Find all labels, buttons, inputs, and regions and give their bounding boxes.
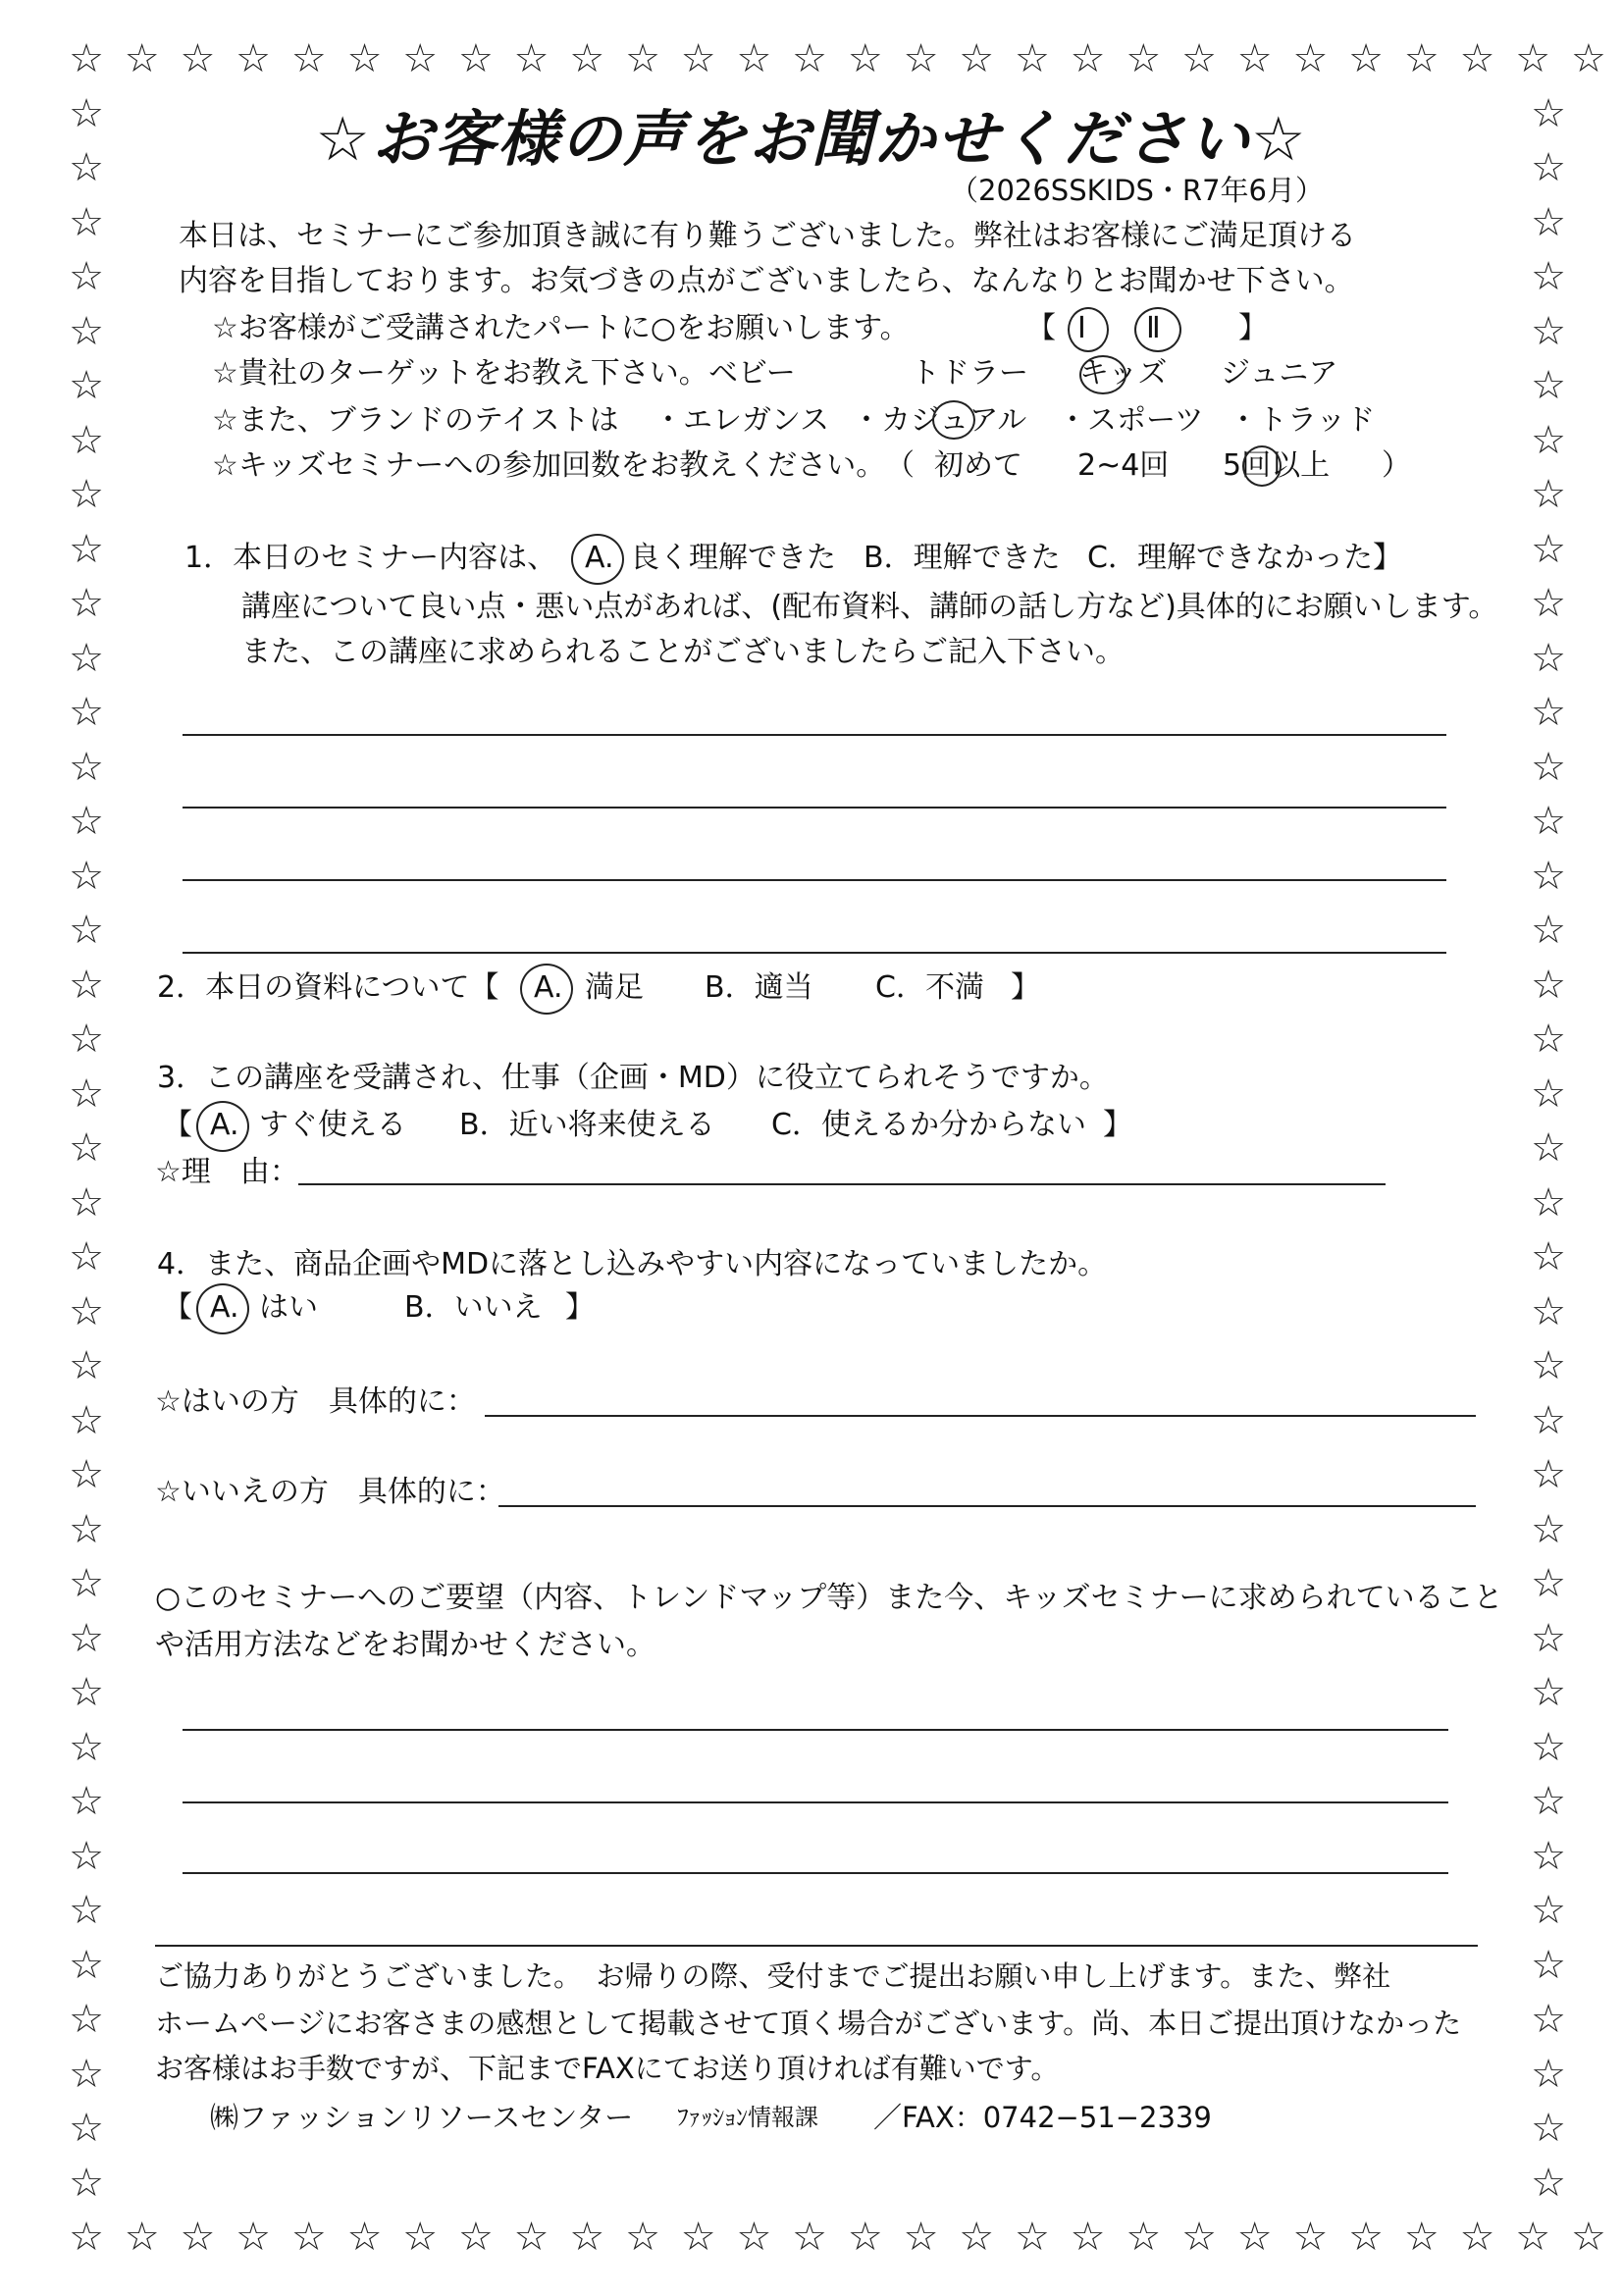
selection-circle-mark: [520, 964, 573, 1015]
star-outline-icon: ☆: [69, 1125, 104, 1171]
star-outline-icon: ☆: [1014, 36, 1050, 81]
q2-option-b[interactable]: B．適当: [705, 970, 813, 1005]
q1-option-a-text: 良く理解できた: [630, 541, 836, 575]
no-answer-line[interactable]: [498, 1505, 1476, 1507]
star-outline-icon: ☆: [290, 2215, 327, 2260]
star-outline-icon: ☆: [1070, 36, 1106, 81]
star-outline-icon: ☆: [1292, 2215, 1329, 2260]
star-outline-icon: ☆: [69, 744, 104, 790]
star-outline-icon: ☆: [959, 36, 995, 81]
q1-question: 1．本日のセミナー内容は、: [184, 541, 557, 575]
star-outline-icon: ☆: [69, 254, 104, 299]
star-outline-icon: ☆: [1236, 2215, 1273, 2260]
star-outline-icon: ☆: [1531, 1125, 1566, 1171]
q3-reason-label: ☆理 由：: [155, 1155, 299, 1189]
q1-option-b[interactable]: B．理解できた: [864, 541, 1061, 575]
star-outline-icon: ☆: [792, 2215, 828, 2260]
attendance-paren-open: （: [885, 448, 915, 483]
q4-no-label: ☆いいえの方 具体的に：: [155, 1475, 505, 1509]
star-outline-icon: ☆: [1292, 36, 1329, 81]
star-outline-icon: ☆: [69, 2051, 104, 2097]
taste-option-sports[interactable]: ・スポーツ: [1058, 403, 1204, 438]
star-outline-icon: ☆: [69, 1397, 104, 1443]
q1-sub-1: 講座について良い点・悪い点があれば、(配布資料、講師の話し方など)具体的にお願いします。: [241, 590, 1498, 624]
q4-option-a-text: はい: [259, 1290, 318, 1325]
star-outline-icon: ☆: [1531, 363, 1566, 408]
star-outline-icon: ☆: [1531, 1506, 1566, 1552]
star-outline-icon: ☆: [290, 36, 327, 81]
intro-line-1: 本日は、セミナーにご参加頂き誠に有り難うございました。弊社はお客様にご満足頂ける: [179, 219, 1356, 253]
star-outline-icon: ☆: [69, 145, 104, 190]
star-outline-icon: ☆: [69, 1942, 104, 1988]
star-outline-icon: ☆: [1531, 1452, 1566, 1497]
star-outline-icon: ☆: [1403, 2215, 1440, 2260]
star-outline-icon: ☆: [1531, 2160, 1566, 2206]
attendance-paren-close: ）: [1382, 448, 1411, 483]
q1-option-a[interactable]: A.: [585, 541, 614, 575]
selection-circle-mark: [1242, 445, 1282, 487]
star-outline-icon: ☆: [69, 581, 104, 626]
star-outline-icon: ☆: [69, 526, 104, 572]
star-outline-icon: ☆: [1531, 799, 1566, 844]
star-outline-icon: ☆: [236, 2215, 272, 2260]
star-outline-icon: ☆: [1531, 1017, 1566, 1062]
q2-option-a-text: 満足: [585, 970, 644, 1005]
q4-question: 4．また、商品企画やMDに落とし込みやすい内容になっていましたか。: [157, 1247, 1108, 1281]
star-outline-icon: ☆: [903, 2215, 939, 2260]
star-outline-icon: ☆: [69, 1997, 104, 2042]
star-outline-icon: ☆: [69, 799, 104, 844]
star-outline-icon: ☆: [1531, 962, 1566, 1008]
footer-line-2: ホームページにお客さまの感想として掲載させて頂く場合がございます。尚、本日ご提出頂けなかった: [155, 2007, 1462, 2040]
star-outline-icon: ☆: [1515, 2215, 1551, 2260]
star-outline-icon: ☆: [402, 36, 439, 81]
star-outline-icon: ☆: [69, 2160, 104, 2206]
star-outline-icon: ☆: [69, 1615, 104, 1661]
selection-circle-mark: [1134, 307, 1181, 352]
star-outline-icon: ☆: [1126, 2215, 1162, 2260]
star-outline-icon: ☆: [1531, 581, 1566, 626]
selection-circle-mark: [196, 1101, 249, 1152]
star-outline-icon: ☆: [69, 1833, 104, 1879]
star-outline-icon: ☆: [680, 2215, 716, 2260]
answer-line[interactable]: [183, 807, 1446, 809]
answer-line[interactable]: [183, 1801, 1448, 1803]
star-outline-icon: ☆: [346, 2215, 383, 2260]
q2-bracket-close: 】: [1011, 970, 1040, 1005]
star-outline-icon: ☆: [69, 1070, 104, 1117]
star-outline-icon: ☆: [1181, 36, 1217, 81]
q3-option-a[interactable]: A.: [210, 1108, 239, 1142]
company-name: ㈱ファッションリソースセンター: [210, 2101, 634, 2134]
department-name: ﾌｧｯｼｮﾝ情報課: [677, 2104, 818, 2131]
target-option-toddler[interactable]: トドラー: [911, 356, 1028, 391]
star-outline-icon: ☆: [1531, 1997, 1566, 2042]
answer-line[interactable]: [183, 952, 1446, 954]
q3-option-b[interactable]: B．近い将来使える: [459, 1108, 715, 1142]
q3-option-c[interactable]: C．使えるか分からない: [771, 1108, 1086, 1142]
star-outline-icon: ☆: [69, 1724, 104, 1770]
star-outline-icon: ☆: [1570, 2215, 1606, 2260]
star-outline-icon: ☆: [1531, 1561, 1566, 1606]
star-outline-icon: ☆: [1403, 36, 1440, 81]
star-outline-icon: ☆: [1531, 1179, 1566, 1226]
star-outline-icon: ☆: [1531, 526, 1566, 572]
q4-option-b[interactable]: B．いいえ: [404, 1290, 543, 1325]
star-outline-icon: ☆: [1531, 1779, 1566, 1824]
q3-bracket-close: 】: [1103, 1108, 1132, 1142]
reason-answer-line[interactable]: [298, 1183, 1386, 1185]
star-outline-icon: ☆: [69, 1506, 104, 1552]
selection-circle-mark: [571, 534, 624, 585]
attendance-option-2-4[interactable]: 2~4回: [1077, 448, 1170, 483]
q2-option-a[interactable]: A.: [534, 970, 563, 1005]
star-outline-icon: ☆: [1459, 2215, 1495, 2260]
selection-circle-mark: [932, 400, 975, 440]
star-outline-icon: ☆: [1531, 2106, 1566, 2151]
star-outline-icon: ☆: [1531, 1615, 1566, 1661]
star-outline-icon: ☆: [1531, 1724, 1566, 1770]
star-outline-icon: ☆: [124, 2215, 160, 2260]
q4-bracket-open: 【: [163, 1290, 192, 1325]
q3-question: 3．この講座を受講され、仕事（企画・MD）に役立てられそうですか。: [157, 1061, 1109, 1095]
fax-number: ／FAX：0742−51−2339: [873, 2101, 1212, 2134]
star-outline-icon: ☆: [1531, 1670, 1566, 1715]
answer-line[interactable]: [183, 1872, 1448, 1874]
edition-label: （2026SSKIDS・R7年6月）: [950, 174, 1324, 207]
target-option-junior[interactable]: ジュニア: [1221, 356, 1338, 391]
star-outline-icon: ☆: [69, 1179, 104, 1226]
part-option-1[interactable]: Ⅰ: [1077, 311, 1086, 345]
star-outline-icon: ☆: [1531, 145, 1566, 190]
attendance-question: ☆キッズセミナーへの参加回数をお教えください。: [212, 448, 886, 483]
answer-line[interactable]: [183, 734, 1446, 736]
star-outline-icon: ☆: [1531, 1234, 1566, 1279]
star-outline-icon: ☆: [847, 2215, 883, 2260]
star-outline-icon: ☆: [1236, 36, 1273, 81]
part-bracket-close: 】: [1238, 311, 1268, 345]
star-outline-icon: ☆: [236, 36, 272, 81]
star-outline-icon: ☆: [69, 962, 104, 1008]
star-outline-icon: ☆: [1126, 36, 1162, 81]
star-outline-icon: ☆: [792, 36, 828, 81]
star-outline-icon: ☆: [69, 635, 104, 681]
star-outline-icon: ☆: [69, 36, 104, 81]
footer-divider: [155, 1945, 1478, 1947]
attendance-option-5plus[interactable]: 5回以上: [1223, 448, 1331, 483]
star-outline-icon: ☆: [1531, 690, 1566, 735]
q4-yes-label: ☆はいの方 具体的に：: [155, 1384, 476, 1419]
star-outline-icon: ☆: [124, 36, 160, 81]
star-outline-icon: ☆: [69, 1561, 104, 1606]
q4-bracket-close: 】: [565, 1290, 595, 1325]
star-outline-icon: ☆: [69, 1343, 104, 1388]
star-outline-icon: ☆: [1348, 36, 1385, 81]
intro-line-2: 内容を目指しております。お気づきの点がございましたら、なんなりとお聞かせ下さい。: [179, 264, 1354, 298]
star-outline-icon: ☆: [69, 308, 104, 354]
star-outline-icon: ☆: [69, 1670, 104, 1715]
answer-line[interactable]: [183, 1729, 1448, 1731]
star-outline-icon: ☆: [1531, 635, 1566, 681]
answer-line[interactable]: [183, 879, 1446, 881]
q4-option-a[interactable]: A.: [210, 1290, 239, 1325]
star-outline-icon: ☆: [69, 90, 104, 136]
star-outline-icon: ☆: [69, 1779, 104, 1824]
target-question: ☆貴社のターゲットをお教え下さい。: [212, 356, 708, 391]
star-outline-icon: ☆: [569, 36, 605, 81]
star-outline-icon: ☆: [457, 36, 494, 81]
star-outline-icon: ☆: [69, 690, 104, 735]
star-outline-icon: ☆: [69, 1234, 104, 1279]
star-outline-icon: ☆: [402, 2215, 439, 2260]
star-outline-icon: ☆: [457, 2215, 494, 2260]
star-outline-icon: ☆: [1531, 1888, 1566, 1933]
star-outline-icon: ☆: [69, 472, 104, 517]
star-outline-icon: ☆: [69, 908, 104, 953]
star-outline-icon: ☆: [1531, 744, 1566, 790]
star-outline-icon: ☆: [513, 2215, 550, 2260]
star-outline-icon: ☆: [847, 36, 883, 81]
part-bracket-open: 【: [1026, 311, 1056, 345]
star-outline-icon: ☆: [69, 853, 104, 899]
star-outline-icon: ☆: [736, 36, 772, 81]
star-outline-icon: ☆: [1531, 2051, 1566, 2097]
star-outline-icon: ☆: [69, 199, 104, 245]
request-line-1: ○このセミナーへのご要望（内容、トレンドマップ等）また今、キッズセミナーに求められていること: [155, 1581, 1503, 1615]
star-outline-icon: ☆: [1531, 472, 1566, 517]
star-outline-icon: ☆: [1348, 2215, 1385, 2260]
star-outline-icon: ☆: [1531, 254, 1566, 299]
star-outline-icon: ☆: [69, 1888, 104, 1933]
q2-question: 2．本日の資料について【: [157, 970, 499, 1005]
q2-option-c[interactable]: C．不満: [875, 970, 984, 1005]
star-outline-icon: ☆: [625, 2215, 660, 2260]
star-outline-icon: ☆: [1070, 2215, 1106, 2260]
star-outline-icon: ☆: [1531, 1397, 1566, 1443]
star-outline-icon: ☆: [1531, 1288, 1566, 1334]
star-outline-icon: ☆: [1515, 36, 1551, 81]
page-title: ☆お客様の声をお聞かせください☆: [315, 103, 1308, 175]
attendance-option-first[interactable]: 初めて: [934, 448, 1022, 483]
q1-sub-2: また、この講座に求められることがございましたらご記入下さい。: [241, 635, 1125, 669]
star-outline-icon: ☆: [69, 363, 104, 408]
star-outline-icon: ☆: [180, 2215, 216, 2260]
star-outline-icon: ☆: [1531, 1343, 1566, 1388]
taste-question: ☆また、ブランドのテイストは: [212, 403, 619, 438]
footer-line-1: ご協力ありがとうございました。 お帰りの際、受付までご提出お願い申し上げます。また、弊社: [155, 1959, 1391, 1993]
q3-bracket-open: 【: [163, 1108, 192, 1142]
part-option-2[interactable]: Ⅱ: [1146, 311, 1161, 345]
q1-option-c[interactable]: C．理解できなかった】: [1087, 541, 1402, 575]
star-outline-icon: ☆: [1531, 90, 1566, 136]
star-outline-icon: ☆: [1531, 1070, 1566, 1117]
star-outline-icon: ☆: [1531, 1833, 1566, 1879]
selection-circle-mark: [1068, 307, 1109, 352]
yes-answer-line[interactable]: [485, 1415, 1476, 1417]
star-outline-icon: ☆: [1531, 1942, 1566, 1988]
star-outline-icon: ☆: [959, 2215, 995, 2260]
star-outline-icon: ☆: [680, 36, 716, 81]
star-outline-icon: ☆: [1570, 36, 1606, 81]
taste-option-casual[interactable]: ・カジュアル: [852, 403, 1027, 438]
star-outline-icon: ☆: [1181, 2215, 1217, 2260]
star-outline-icon: ☆: [69, 2106, 104, 2151]
star-outline-icon: ☆: [69, 1017, 104, 1062]
target-option-baby[interactable]: ベビー: [708, 356, 796, 391]
target-option-kids[interactable]: キッズ: [1079, 356, 1168, 391]
star-outline-icon: ☆: [625, 36, 660, 81]
request-line-2: や活用方法などをお聞かせください。: [155, 1628, 655, 1662]
star-outline-icon: ☆: [1531, 853, 1566, 899]
star-outline-icon: ☆: [736, 2215, 772, 2260]
star-outline-icon: ☆: [69, 2215, 104, 2260]
star-outline-icon: ☆: [1531, 417, 1566, 463]
taste-option-trad[interactable]: ・トラッド: [1229, 403, 1376, 438]
star-outline-icon: ☆: [1531, 199, 1566, 245]
star-outline-icon: ☆: [1531, 908, 1566, 953]
star-outline-icon: ☆: [1531, 308, 1566, 354]
star-outline-icon: ☆: [513, 36, 550, 81]
selection-circle-mark: [196, 1283, 249, 1334]
selection-circle-mark: [1079, 355, 1126, 394]
q3-option-a-text: すぐ使える: [259, 1108, 406, 1142]
star-outline-icon: ☆: [1014, 2215, 1050, 2260]
star-outline-icon: ☆: [69, 1288, 104, 1334]
taste-option-elegance[interactable]: ・エレガンス: [654, 403, 830, 438]
star-outline-icon: ☆: [903, 36, 939, 81]
star-outline-icon: ☆: [346, 36, 383, 81]
star-outline-icon: ☆: [180, 36, 216, 81]
part-question: ☆お客様がご受講されたパートに○をお願いします。: [212, 311, 910, 345]
star-outline-icon: ☆: [69, 417, 104, 463]
star-outline-icon: ☆: [69, 1452, 104, 1497]
star-outline-icon: ☆: [1459, 36, 1495, 81]
footer-line-3: お客様はお手数ですが、下記までFAXにてお送り頂ければ有難いです。: [155, 2052, 1060, 2085]
star-outline-icon: ☆: [569, 2215, 605, 2260]
